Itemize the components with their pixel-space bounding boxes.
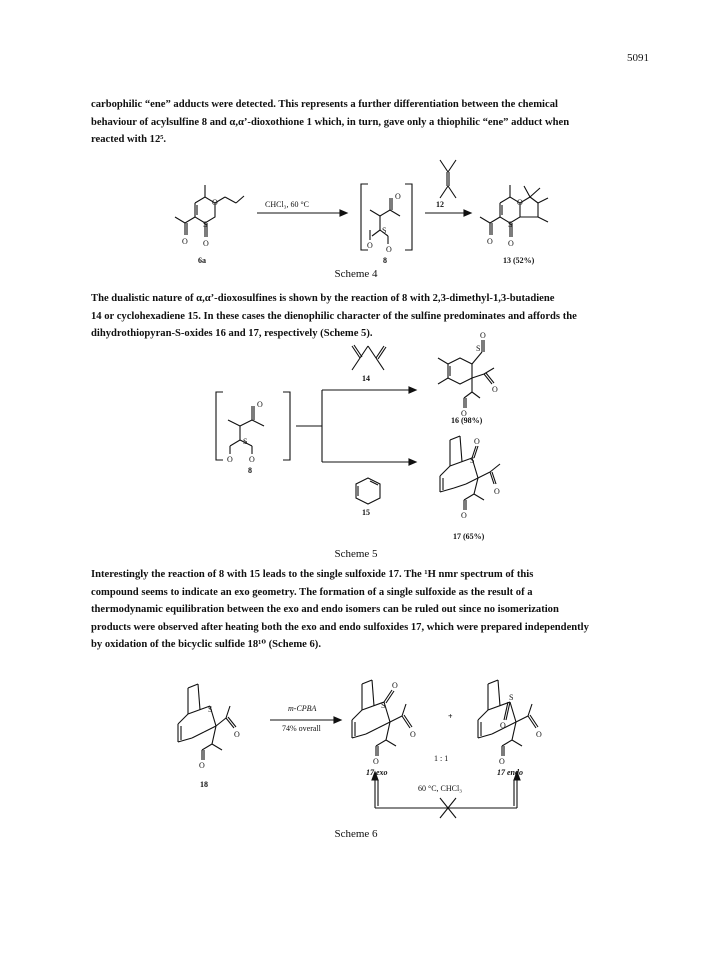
para2-line-1: The dualistic nature of α,α’-dioxosulfines is shown by the reaction of 8 with 2,3-dimethyl-1,3-butadiene <box>91 293 555 304</box>
scheme4-conditions: CHCl₃, 60 °C <box>265 200 309 209</box>
svg-text:S: S <box>208 705 213 714</box>
scheme6-yield: 74% overall <box>282 724 321 733</box>
para3-line-4: products were observed after heating both the exo and endo sulfoxides 17, which were prepared independently <box>91 621 589 633</box>
svg-text:O: O <box>487 237 493 246</box>
svg-text:O: O <box>480 331 486 340</box>
svg-text:S: S <box>381 701 386 710</box>
para3-line-5: by oxidation of the bicyclic sulfide 18¹⁰ (Scheme 6). <box>91 639 321 651</box>
svg-text:O: O <box>461 511 467 520</box>
svg-text:O: O <box>392 681 398 690</box>
page-number: 5091 <box>627 52 649 64</box>
para3-line-2: compound seems to indicate an exo geometry. The formation of a single sulfoxide as the result of a <box>91 586 533 598</box>
scheme6-plus: + <box>448 712 453 721</box>
svg-text:O: O <box>508 239 514 248</box>
svg-text:S: S <box>470 456 475 465</box>
scheme6-ratio: 1 : 1 <box>434 754 449 763</box>
label-17: 17 (65%) <box>453 532 485 541</box>
svg-text:O: O <box>494 487 500 496</box>
scheme-5-caption: Scheme 5 <box>334 548 378 560</box>
label-6a: 6a <box>198 256 206 265</box>
svg-text:S: S <box>203 220 208 229</box>
svg-text:O: O <box>474 437 480 446</box>
svg-text:O: O <box>234 730 240 739</box>
svg-text:O: O <box>500 721 506 730</box>
svg-text:O: O <box>182 237 188 246</box>
label-13: 13 (52%) <box>503 256 535 265</box>
label-18: 18 <box>200 780 208 789</box>
label-8: 8 <box>383 256 387 265</box>
label-17-exo: 17 exo <box>366 768 388 777</box>
svg-text:O: O <box>536 730 542 739</box>
scheme6-equilibration-conditions: 60 °C, CHCl₃ <box>418 784 462 793</box>
svg-text:O: O <box>203 239 209 248</box>
compound-18-structure <box>178 684 236 760</box>
label-16: 16 (98%) <box>451 416 483 425</box>
svg-text:O: O <box>257 400 263 409</box>
svg-text:S: S <box>243 437 248 446</box>
para3-line-1: Interestingly the reaction of 8 with 15 leads to the single sulfoxide 17. The ¹H nmr spectrum of this <box>91 569 534 580</box>
para1-line-1: carbophilic “ene” adducts were detected. This represents a further differentiation between the chemical <box>91 99 558 110</box>
para2-line-2: 14 or cyclohexadiene 15. In these cases the dienophilic character of the sulfine predominates and affords the <box>91 310 577 322</box>
svg-text:O: O <box>499 757 505 766</box>
svg-text:S: S <box>476 344 481 353</box>
label-14: 14 <box>362 374 370 383</box>
para1-line-2: behaviour of acylsulfine 8 and α,α’-dioxothione 1 which, in turn, gave only a thiophilic “ene” adduct when <box>91 116 570 128</box>
compound-17-endo-structure <box>478 680 538 756</box>
svg-text:O: O <box>461 409 467 418</box>
svg-text:O: O <box>517 198 523 207</box>
para3-line-3: thermodynamic equilibration between the exo and endo isomers can be ruled out since no isomerization <box>91 604 559 616</box>
scheme4-reagent: 12 <box>436 200 444 209</box>
svg-text:O: O <box>367 241 373 250</box>
label-8-s5: 8 <box>248 466 252 475</box>
para1-line-3: reacted with 12⁵. <box>91 134 167 146</box>
scheme6-reagent: m-CPBA <box>288 704 317 713</box>
scheme-4-caption: Scheme 4 <box>334 268 378 280</box>
svg-text:O: O <box>227 455 233 464</box>
para2-line-3: dihydrothiopyran-S-oxides 16 and 17, respectively (Scheme 5). <box>91 328 373 340</box>
label-15: 15 <box>362 508 370 517</box>
svg-text:O: O <box>386 245 392 254</box>
svg-text:S: S <box>509 693 514 702</box>
svg-text:O: O <box>395 192 401 201</box>
svg-text:S: S <box>382 226 387 235</box>
scheme-6-caption: Scheme 6 <box>334 828 378 840</box>
svg-text:O: O <box>410 730 416 739</box>
compound-17-exo-structure <box>352 680 412 756</box>
svg-text:O: O <box>199 761 205 770</box>
label-17-endo: 17 endo <box>497 768 523 777</box>
svg-text:O: O <box>373 757 379 766</box>
svg-text:S: S <box>508 220 513 229</box>
svg-text:O: O <box>212 198 218 207</box>
svg-text:O: O <box>492 385 498 394</box>
svg-text:O: O <box>249 455 255 464</box>
